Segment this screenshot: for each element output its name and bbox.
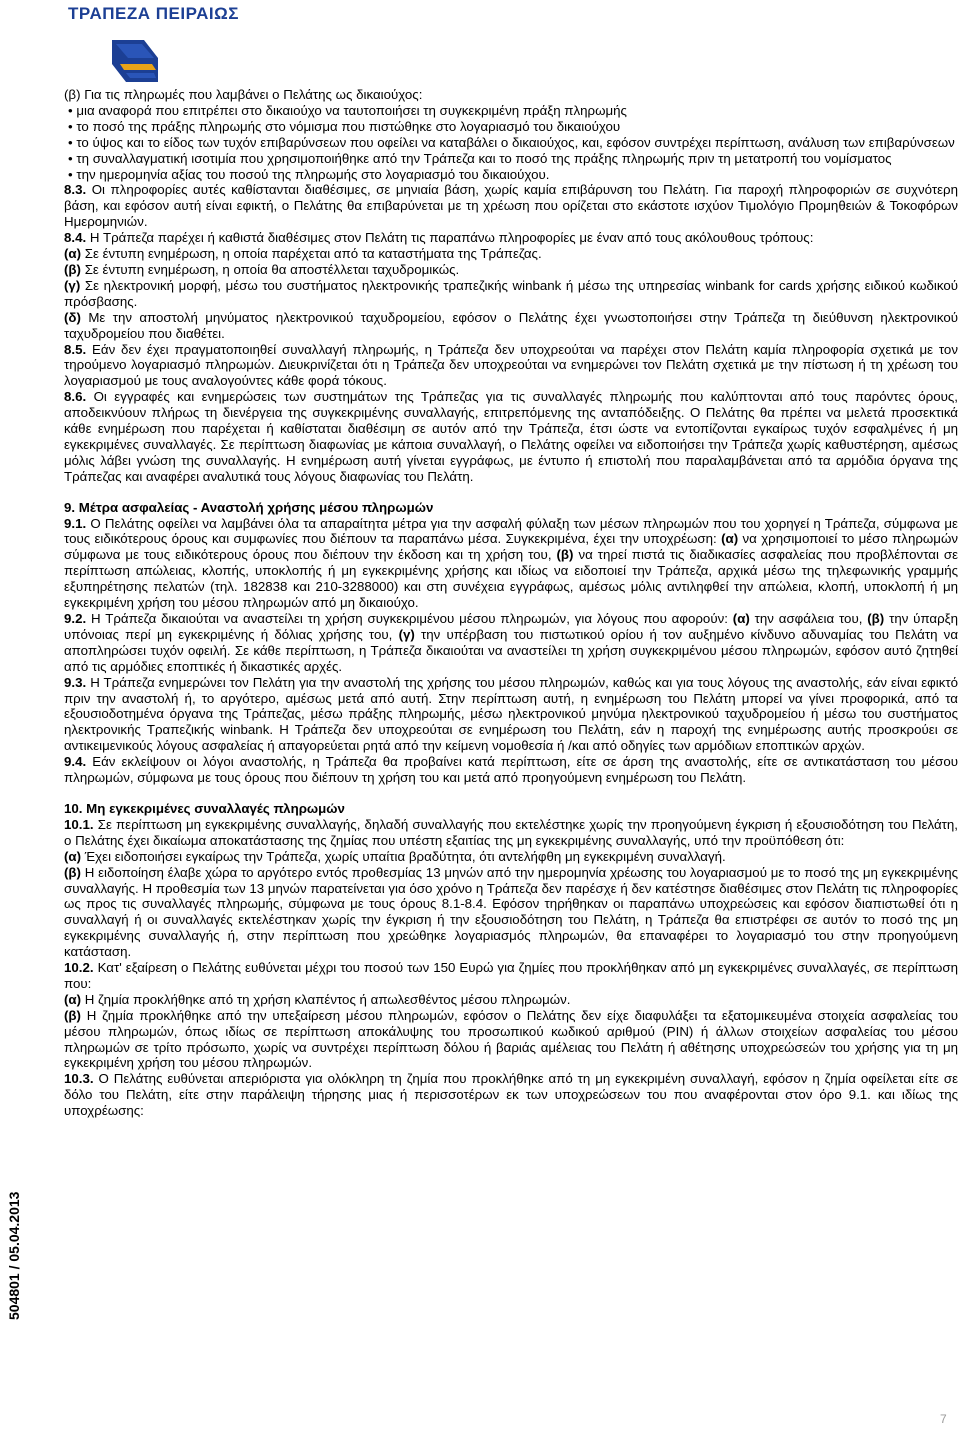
clause-8-5: 8.5. Εάν δεν έχει πραγματοποιηθεί συναλλαγή πληρωμής, η Τράπεζα δεν υποχρεούται να παρέχει στον Πελάτη καμία πληροφορία σχετικά με τον τηρούμενο λογαριασμό πληρωμών. Διευκρινίζεται ότι η Τράπεζα δεν υποχρεούται να ενημερώνει τον Πελάτη σχετικά με την πίστωση ή τη χρέωση του λογαριασμού με τους αναλογούντες κάθε φορά τόκους. — [64, 341, 958, 389]
clause-8-4-a: (α) Σε έντυπη ενημέρωση, η οποία παρέχεται από τα καταστήματα της Τράπεζας. — [64, 246, 542, 262]
clause-10-1-a: (α) Έχει ειδοποιήσει εγκαίρως την Τράπεζα, χωρίς υπαίτια βραδύτητα, ότι αντελήφθη μη εγκεκριμένη συναλλαγή. — [64, 848, 726, 864]
clause-10-1-b: (β) Η ειδοποίηση έλαβε χώρα το αργότερο εντός προθεσμίας 13 μηνών από την ημερομηνία χρέωσης του λογαριασμού με το ποσό της μη εγκεκριμένης συναλλαγής. Η προθεσμία των 13 μηνών παρατείνεται για όσο χρόνο η Τράπεζα δεν παρέσχε ή δεν κατέστησε διαθέσιμες στον Πελάτη τις πληροφορίες ως προς τις συναλλαγές πληρωμής, σύμφωνα με τους όρους 8.1-8.4. Εφόσον τηρήθηκαν οι παραπάνω υποχρεώσεις και εφόσον διαπιστωθεί ότι η συναλλαγή ή οι συναλλαγές εκτελέστηκαν χωρίς την έγκριση ή την εξουσιοδότηση του Πελάτη, η Τράπεζα θα επιστρέφει σε αυτόν το ποσό της μη εγκεκριμένης συναλλαγής ή, στην περίπτωση που χρεώθηκε λογαριασμός πληρωμών, θα επαναφέρει το λογαριασμό του στην προηγούμενη κατάσταση. — [64, 864, 958, 960]
clause-8-4: 8.4. Η Τράπεζα παρέχει ή καθιστά διαθέσιμες στον Πελάτη τις παραπάνω πληροφορίες με έναν από τους ακόλουθους τρόπους: — [64, 230, 814, 246]
bullet-item: • μια αναφορά που επιτρέπει στο δικαιούχο να ταυτοποιήσει τη συγκεκριμένη πράξη πληρωμής — [68, 102, 627, 118]
bullet-item: • την ημερομηνία αξίας του ποσού της πληρωμής στο λογαριασμό του δικαιούχου. — [68, 166, 550, 182]
section-9-heading: 9. Μέτρα ασφαλείας - Αναστολή χρήσης μέσου πληρωμών — [64, 499, 434, 515]
clause-8-4-d: (δ) Με την αποστολή μηνύματος ηλεκτρονικού ταχυδρομείου, εφόσον ο Πελάτης έχει γνωστοποιήσει στην Τράπεζα τη διεύθυνση ηλεκτρονικού ταχυδρομείου που διαθέτει. — [64, 309, 959, 341]
section-b-title: (β) Για τις πληρωμές που λαμβάνει ο Πελάτης ως δικαιούχος: — [64, 87, 423, 102]
piraeus-bank-logo-icon — [112, 40, 158, 82]
document-body — [64, 87, 958, 1119]
clause-9-4: 9.4. Εάν εκλείψουν οι λόγοι αναστολής, η Τράπεζα θα προβαίνει κατά περίπτωση, είτε σε άρση της αναστολής, είτε σε αντικατάσταση του μέσου πληρωμών, σύμφωνα με τους όρους που διέπουν τη χρήση του και μετά από προηγούμενη ενημέρωση του Πελάτη. — [64, 754, 959, 786]
bullet-item: • το ύψος και το είδος των τυχόν επιβαρύνσεων που οφείλει να καταβάλει ο δικαιούχος, και, εφόσον συντρέχει περίπτωση, ανάλυση των επιβαρύνσεων — [68, 134, 955, 150]
clause-10-2: 10.2. Κατ' εξαίρεση ο Πελάτης ευθύνεται μέχρι του ποσού των 150 Ευρώ για ζημίες που προκλήθηκαν από μη εγκεκριμένες συναλλαγές, σε περίπτωση που: — [64, 960, 958, 991]
bullet-item: • το ποσό της πράξης πληρωμής στο νόμισμα που πιστώθηκε στο λογαριασμό του δικαιούχου — [68, 118, 621, 134]
header-bar — [0, 0, 960, 28]
bullet-item: • τη συναλλαγματική ισοτιμία που χρησιμοποιήθηκε από την Τράπεζα και το ποσό της πράξης πληρωμής πριν τη μετατροπή του νομίσματος — [68, 150, 892, 166]
clause-8-3: 8.3. Οι πληροφορίες αυτές καθίστανται διαθέσιμες, σε μηνιαία βάση, χωρίς καμία επιβάρυνση του Πελάτη. Για παροχή πληροφοριών σε συχνότερη βάση, και εφόσον αυτή είναι εφικτή, ο Πελάτης θα επιβαρύνεται με τη χρέωση που ορίζεται στο εκάστοτε ισχύον Τιμολόγιο Προμηθειών & Τοκοφόρων Ημερομηνιών. — [64, 182, 958, 230]
clause-9-1: 9.1. Ο Πελάτης οφείλει να λαμβάνει όλα τα απαραίτητα μέτρα για την ασφαλή φύλαξη των μέσων πληρωμών που του χορηγεί η Τράπεζα, σύμφωνα με τους ειδικότερους όρους και συμφωνίες που διέπουν τα παραπάνω μέσα. Συγκεκριμένα, έχει την υποχρέωση: (α) να χρησιμοποιεί το μέσο πληρωμών σύμφωνα με τους ειδικότερους όρους που διέπουν την έκδοση και τη χρήση του, (β) να τηρεί πιστά τις διαδικασίες ασφαλείας που προβλέπονται σε περίπτωση απώλειας, κλοπής, υποκλοπής ή μη εγκεκριμένης χρήσης και ιδίως να ειδοποιεί την Τράπεζα, αρχικά μέσω της τηλεφωνικής γραμμής εξυπηρέτησης πελατών (τηλ. 182838 και 210-3288000) και στη συνέχεια εγγράφως, αμέσως μόλις αντιληφθεί την απώλεια, κλοπή, υποκλοπή ή μη εγκεκριμένη χρήση του μέσου πληρωμών από μη δικαιούχο. — [64, 515, 958, 611]
clause-10-2-b: (β) Η ζημία προκλήθηκε από την υπεξαίρεση μέσου πληρωμών, εφόσον ο Πελάτης δεν είχε διαφυλάξει τα εξατομικευμένα στοιχεία ασφαλείας του μέσου πληρωμών, όπως ιδίως σε περίπτωση αποκάλυψης του προσωπικού κωδικού αριθμού (ΡΙΝ) ή άλλων στοιχείων ασφαλείας του μέσου πληρωμών σε τρίτο πρόσωπο, χωρίς να συντρέχει περίπτωση δόλου ή βαριάς αμέλειας του Πελάτη ή αθέτησης υποχρεώσεών του χρήσης για τη μη εγκεκριμένη χρήση του μέσου πληρωμών. — [64, 1007, 958, 1071]
clause-9-2: 9.2. Η Τράπεζα δικαιούται να αναστείλει τη χρήση συγκεκριμένου μέσου πληρωμών, για λόγους που αφορούν: (α) την ασφάλεια του, (β) την ύπαρξη υπόνοιας περί μη εγκεκριμένης ή δόλιας χρήσης του, (γ) την υπέρβαση του πιστωτικού ορίου ή τον αυξημένο κίνδυνο αδυναμίας του Πελάτη να αποπληρώσει τυχόν οφειλή. Σε κάθε περίπτωση, η Τράπεζα δικαιούται να αναστείλει τη χρήση συγκεκριμένου μέσου πληρωμών, εφόσον αυτό ζητηθεί από τις αρμόδιες εποπτικές ή δικαστικές αρχές. — [64, 611, 959, 674]
clause-8-4-b: (β) Σε έντυπη ενημέρωση, η οποία θα αποστέλλεται ταχυδρομικώς. — [64, 261, 460, 277]
clause-8-6: 8.6. Οι εγγραφές και ενημερώσεις των συστημάτων της Τράπεζας για τις συναλλαγές πληρωμής που καλύπτονται από τους παρόντες όρους, αποδεικνύουν πλήρως τη διενέργεια της συγκεκριμένης συναλλαγής, επιτρεπόμενης της ανταπόδειξης. Ο Πελάτης θα πρέπει να μελετά προσεκτικά κάθε ενημέρωση που παρέχεται ή καθίσταται διαθέσιμη σε αυτόν από την Τράπεζα, έτσι ώστε να εντοπίζονται εγκαίρως τυχόν εσφαλμένες ή μη εγκεκριμένες συναλλαγές. Σε περίπτωση διαφωνίας με κάποια συναλλαγή, ο Πελάτης οφείλει να ειδοποιήσει την Τράπεζα χωρίς καθυστέρηση, αμέσως μόλις λάβει γνώση της συναλλαγής. Η ενημέρωση αυτή γίνεται εγγράφως, με έντυπο ή επιστολή που παραλαμβάνεται από τα αρμόδια όργανα της Τράπεζας και αναφέρει αναλυτικά τους λόγους διαφωνίας του Πελάτη. — [64, 389, 958, 484]
clause-10-1: 10.1. Σε περίπτωση μη εγκεκριμένης συναλλαγής, δηλαδή συναλλαγής που εκτελέστηκε χωρίς την προηγούμενη έγκριση ή εξουσιοδότηση του Πελάτη, ο Πελάτης έχει δικαίωμα αποκατάστασης της ζημίας που υπέστη εξαιτίας της μη εγκεκριμένης συναλλαγής, υπό την προϋπόθεση ότι: — [64, 816, 958, 848]
page-number: 7 — [940, 1412, 947, 1426]
bank-name: ΤΡΑΠΕΖΑ ΠΕΙΡΑΙΩΣ — [68, 4, 239, 23]
clause-9-3: 9.3. Η Τράπεζα ενημερώνει τον Πελάτη για την αναστολή της χρήσης του μέσου πληρωμών, καθώς και για τους λόγους της αναστολής, εάν είναι εφικτό πριν την αναστολή ή, το αργότερο, αμέσως μετά από αυτή. Στην περίπτωση αυτή, η ενημέρωση του Πελάτη μπορεί να γίνει προφορικά, από τα εξουσιοδοτημένα όργανα της Τράπεζας, μέσω πράξης πληρωμής, μέσω ηλεκτρονικού μηνύμα ηλεκτρονικού ταχυδρομείου ή μέσω του συστήματος ηλεκτρονικής Τραπεζικής winbank. Η Τράπεζα δεν υποχρεούται σε ενημέρωση του Πελάτη, εάν η παροχή της ενημέρωσης αυτής προσκρούει σε αντικειμενικούς λόγους ασφαλείας ή απαγορεύεται ρητά από την κείμενη νομοθεσία ή /και από οδηγίες των αρμόδιων εποπτικών αρχών. — [64, 674, 958, 754]
section-10-heading: 10. Μη εγκεκριμένες συναλλαγές πληρωμών — [64, 800, 345, 816]
clause-10-3: 10.3. Ο Πελάτης ευθύνεται απεριόριστα για ολόκληρη τη ζημία που προκλήθηκε από τη μη εγκεκριμένη συναλλαγή, εφόσον η ζημία οφείλεται είτε σε δόλο του Πελάτη, είτε στην παράλειψη τήρησης μιας ή περισσοτέρων εκ των υποχρεώσεων του που αναφέρονται στον όρο 9.1. και ιδίως της υποχρέωσης: — [64, 1071, 958, 1119]
clause-10-2-a: (α) Η ζημία προκλήθηκε από τη χρήση κλαπέντος ή απωλεσθέντος μέσου πληρωμών. — [64, 991, 571, 1007]
clause-8-4-c: (γ) Σε ηλεκτρονική μορφή, μέσω του συστήματος ηλεκτρονικής τραπεζικής winbank ή μέσω της υπηρεσίας winbank for cards χρήσης ειδικού κωδικού πρόσβασης. — [64, 277, 958, 309]
document-code: 504801 / 05.04.2013 — [6, 1191, 22, 1320]
